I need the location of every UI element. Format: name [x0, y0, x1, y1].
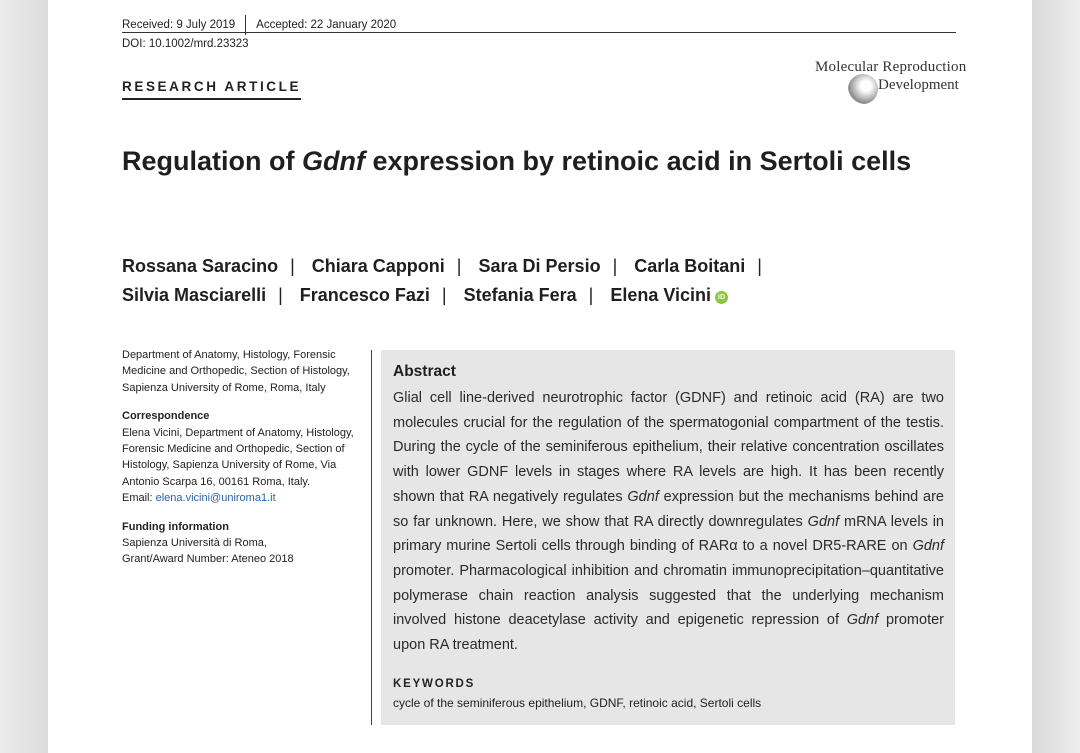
- author-name: Silvia Masciarelli: [122, 285, 267, 305]
- received-date: Received: 9 July 2019: [122, 19, 236, 31]
- accepted-date: Accepted: 22 January 2020: [256, 19, 397, 31]
- author-name: Chiara Capponi: [311, 256, 445, 276]
- orcid-icon[interactable]: iD: [715, 291, 728, 304]
- viewer-margin-right: [1032, 0, 1080, 753]
- funding-line1: Sapienza Università di Roma,: [122, 537, 267, 550]
- title-gene-name: Gdnf: [301, 146, 365, 176]
- abstract-text: Glial cell line-derived neurotrophic factor (GDNF) and retinoic acid (RA) are two molecules crucial for the regulation of the spermatogonial compartment of the testis. During the cycle of the seminiferous epithelium, their relative concentration oscillates with lower GDNF levels in stages where RA levels are high. It has been recently shown that RA negatively regulates Gdnf expression but the mechanisms behind are so far unknown. Here, we show that RA directly downregulates Gdnf mRNA levels in primary murine Sertoli cells through binding of RARα to a novel DR5-RARE on Gdnf promoter. Pharmacological inhibition and chromatin immunoprecipitation–quantitative polymerase chain reaction analysis suggested that the underlying mechanism involved histone deacetylase activity and epigenetic repression of Gdnf promoter upon RA treatment.: [393, 390, 944, 654]
- author-name: Stefania Fera: [463, 285, 577, 305]
- author-name: Elena Vicini iD: [610, 285, 728, 305]
- abstract-heading: Abstract: [393, 363, 456, 380]
- author-name: Rossana Saracino: [122, 256, 279, 276]
- funding-heading: Funding information: [122, 520, 229, 533]
- correspondence-heading: Correspondence: [122, 410, 210, 423]
- journal-logo: [812, 58, 967, 102]
- correspondence: [122, 408, 367, 506]
- author-list: Rossana Saracino | Chiara Capponi | Sara Di Persio | Carla Boitani | Silvia Masciarelli | Francesco Fazi | Stefania Fera | Elena Vicini iD: [122, 256, 762, 305]
- keywords-heading: KEYWORDS: [393, 677, 476, 690]
- journal-logo-line2: Development: [878, 77, 959, 93]
- keywords-list: cycle of the seminiferous epithelium, GDNF, retinoic acid, Sertoli cells: [393, 695, 762, 710]
- email-link[interactable]: elena.vicini@uniroma1.it: [155, 492, 276, 505]
- article-title: Regulation of Gdnf expression by retinoic acid in Sertoli cells: [122, 146, 912, 176]
- affiliation: Department of Anatomy, Histology, Forensic Medicine and Orthopedic, Section of Histology, Sapienza University of Rome, Roma, Italy: [122, 349, 350, 394]
- doi[interactable]: DOI: 10.1002/mrd.23323: [122, 38, 249, 50]
- funding-line2: Grant/Award Number: Ateneo 2018: [122, 553, 294, 566]
- correspondence-text: Elena Vicini, Department of Anatomy, Histology, Forensic Medicine and Orthopedic, Section of Histology, Sapienza University of Rome, Via Antonio Scarpa 16, 00161 Roma, Italy.: [122, 426, 354, 488]
- funding-information: [122, 519, 367, 568]
- header-rule: [122, 32, 956, 33]
- article-sidebar: [122, 347, 367, 580]
- journal-logo-line1: Molecular Reproduction: [815, 59, 967, 75]
- column-divider: [371, 350, 372, 725]
- author-name: Francesco Fazi: [299, 285, 430, 305]
- journal-logo-swirl-icon: [848, 74, 878, 104]
- email-label: Email:: [122, 492, 156, 505]
- viewer-margin-left: [0, 0, 48, 753]
- author-name: Sara Di Persio: [478, 256, 601, 276]
- abstract-box: [381, 350, 955, 725]
- author-name: Carla Boitani: [634, 256, 746, 276]
- article-type-label: RESEARCH ARTICLE: [122, 79, 301, 100]
